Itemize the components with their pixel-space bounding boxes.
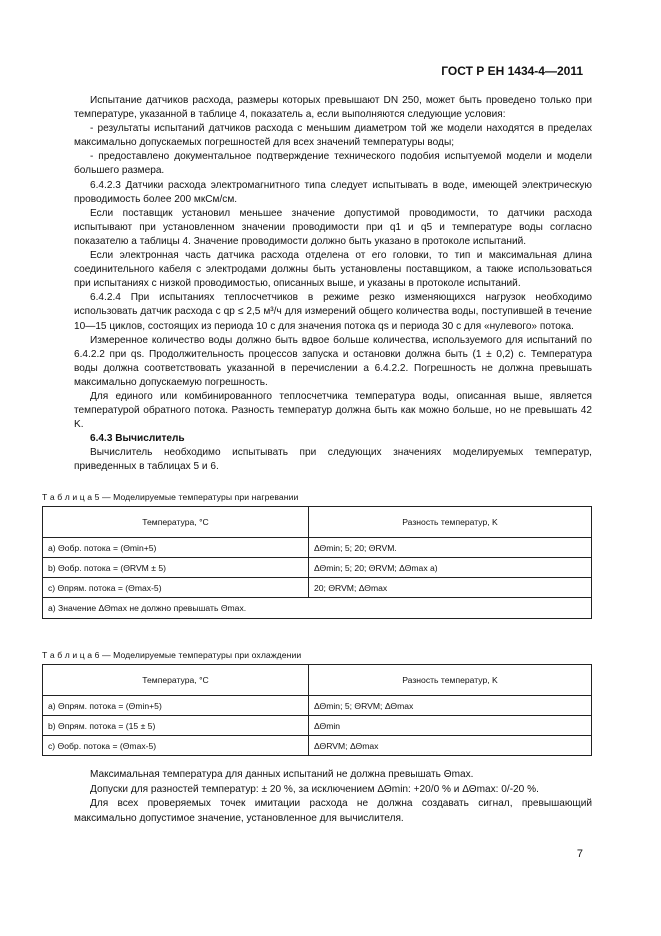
- paragraph: Максимальная температура для данных испытаний не должна превышать Θmax.: [90, 769, 474, 780]
- table-cell: ΔΘmin; 5; 20; ΘRVM.: [309, 538, 592, 558]
- table-row: [43, 736, 592, 756]
- table-cell: c) Θпрям. потока = (Θmax-5): [43, 578, 309, 598]
- paragraph: Если электронная часть датчика расхода отделена от его головки, то тип и максимальная длина соединительного кабеля с электродами должны быть установлены поставщиком, а также использоваться при испытаниях с низкой проводимостью, описанных выше, и указаны в протоколе испытаний.: [74, 250, 592, 290]
- table-cell: ΔΘmin: [309, 716, 592, 736]
- table6: [42, 664, 592, 756]
- table-cell: b) Θпрям. потока = (15 ± 5): [43, 716, 309, 736]
- paragraph: - предоставлено документальное подтверждение технического подобия испытуемой модели и модели большего размера.: [74, 151, 592, 177]
- section-heading: 6.4.3 Вычислитель: [90, 433, 185, 445]
- table-cell: а) Θобр. потока = (Θmin+5): [43, 538, 309, 558]
- table-cell: 20; ΘRVM; ΔΘmax: [309, 578, 592, 598]
- table-cell: ΔΘmin; 5; 20; ΘRVM; ΔΘmax a): [309, 558, 592, 578]
- main-text: [74, 94, 592, 475]
- table-row: [43, 696, 592, 716]
- closing-text: [74, 768, 592, 826]
- column-header: Температура, °C: [43, 507, 309, 538]
- table-row: [43, 578, 592, 598]
- table-note: a) Значение ΔΘmax не должно превышать Θmax.: [43, 598, 592, 619]
- table-header-row: [43, 665, 592, 696]
- paragraph: 6.4.2.4 При испытаниях теплосчетчиков в режиме резко изменяющихся нагрузок необходимо использовать датчик расхода с qp ≤ 2,5 м³/ч для измерений общего количества воды, поступившей в течение 10—15 циклов, состоящих из периода 10 с для значения потока qs и периода 30 с для «нулевого» потока.: [74, 292, 592, 332]
- paragraph: Для единого или комбинированного теплосчетчика температура воды, описанная выше, является температурой обратного потока. Разность температур должна быть как можно больше, но не превышать 42 K.: [74, 390, 592, 431]
- table-row: [43, 558, 592, 578]
- paragraph: - результаты испытаний датчиков расхода с меньшим диаметром той же модели находятся в пределах максимально допускаемых погрешностей для всех значений температуры воды;: [74, 123, 592, 149]
- table-cell: c) Θобр. потока = (Θmax-5): [43, 736, 309, 756]
- table-cell: а) Θпрям. потока = (Θmin+5): [43, 696, 309, 716]
- table5-caption: Т а б л и ц а 5 — Моделируемые температуры при нагревании: [42, 492, 299, 502]
- table-row: [43, 538, 592, 558]
- page-number: 7: [576, 848, 583, 860]
- table-note-row: [43, 598, 592, 619]
- paragraph: Вычислитель необходимо испытывать при следующих значениях моделируемых температур, приведенных в таблицах 5 и 6.: [74, 447, 592, 473]
- table5: [42, 506, 592, 619]
- column-header: Разность температур, K: [309, 665, 592, 696]
- table-cell: ΔΘmin; 5; ΘRVM; ΔΘmax: [309, 696, 592, 716]
- table-cell: ΔΘRVM; ΔΘmax: [309, 736, 592, 756]
- document-header: ГОСТ Р ЕН 1434-4—2011: [441, 64, 583, 78]
- column-header: Разность температур, K: [309, 507, 592, 538]
- paragraph: Для всех проверяемых точек имитации расхода не должна создавать сигнал, превышающий максимально допустимое значение, установленное для вычислителя.: [74, 798, 592, 824]
- paragraph: 6.4.2.3 Датчики расхода электромагнитного типа следует испытывать в воде, имеющей электрическую проводимость более 200 мкСм/см.: [74, 179, 592, 205]
- table-row: [43, 716, 592, 736]
- paragraph: Допуски для разностей температур: ± 20 %, за исключением ΔΘmin: +20/0 % и ΔΘmax: 0/-20 %.: [90, 783, 539, 795]
- table6-caption: Т а б л и ц а 6 — Моделируемые температуры при охлаждении: [42, 650, 302, 660]
- table-header-row: [43, 507, 592, 538]
- paragraph: Если поставщик установил меньшее значение допустимой проводимости, то датчики расхода испытывают при установленном значении проводимости при q1 и q5 и температуре воды согласно показателю а таблицы 4. Значение проводимости должно быть указано в протоколе испытаний.: [74, 207, 592, 247]
- paragraph: Измеренное количество воды должно быть вдвое больше количества, используемого для испытаний по 6.4.2.2 при qs. Продолжительность процессов запуска и остановки должна быть (1 ± 0,2) с. Температура воды должна соответствовать указанной в перечислении а 6.4.2.2. Погрешность не должна превышать максимально допускаемую погрешность.: [74, 334, 592, 388]
- paragraph: Испытание датчиков расхода, размеры которых превышают DN 250, может быть проведено только при температуре, указанной в таблице 4, показатель а, если выполняются следующие условия:: [74, 95, 592, 121]
- table-cell: b) Θобр. потока = (ΘRVM ± 5): [43, 558, 309, 578]
- column-header: Температура, °C: [43, 665, 309, 696]
